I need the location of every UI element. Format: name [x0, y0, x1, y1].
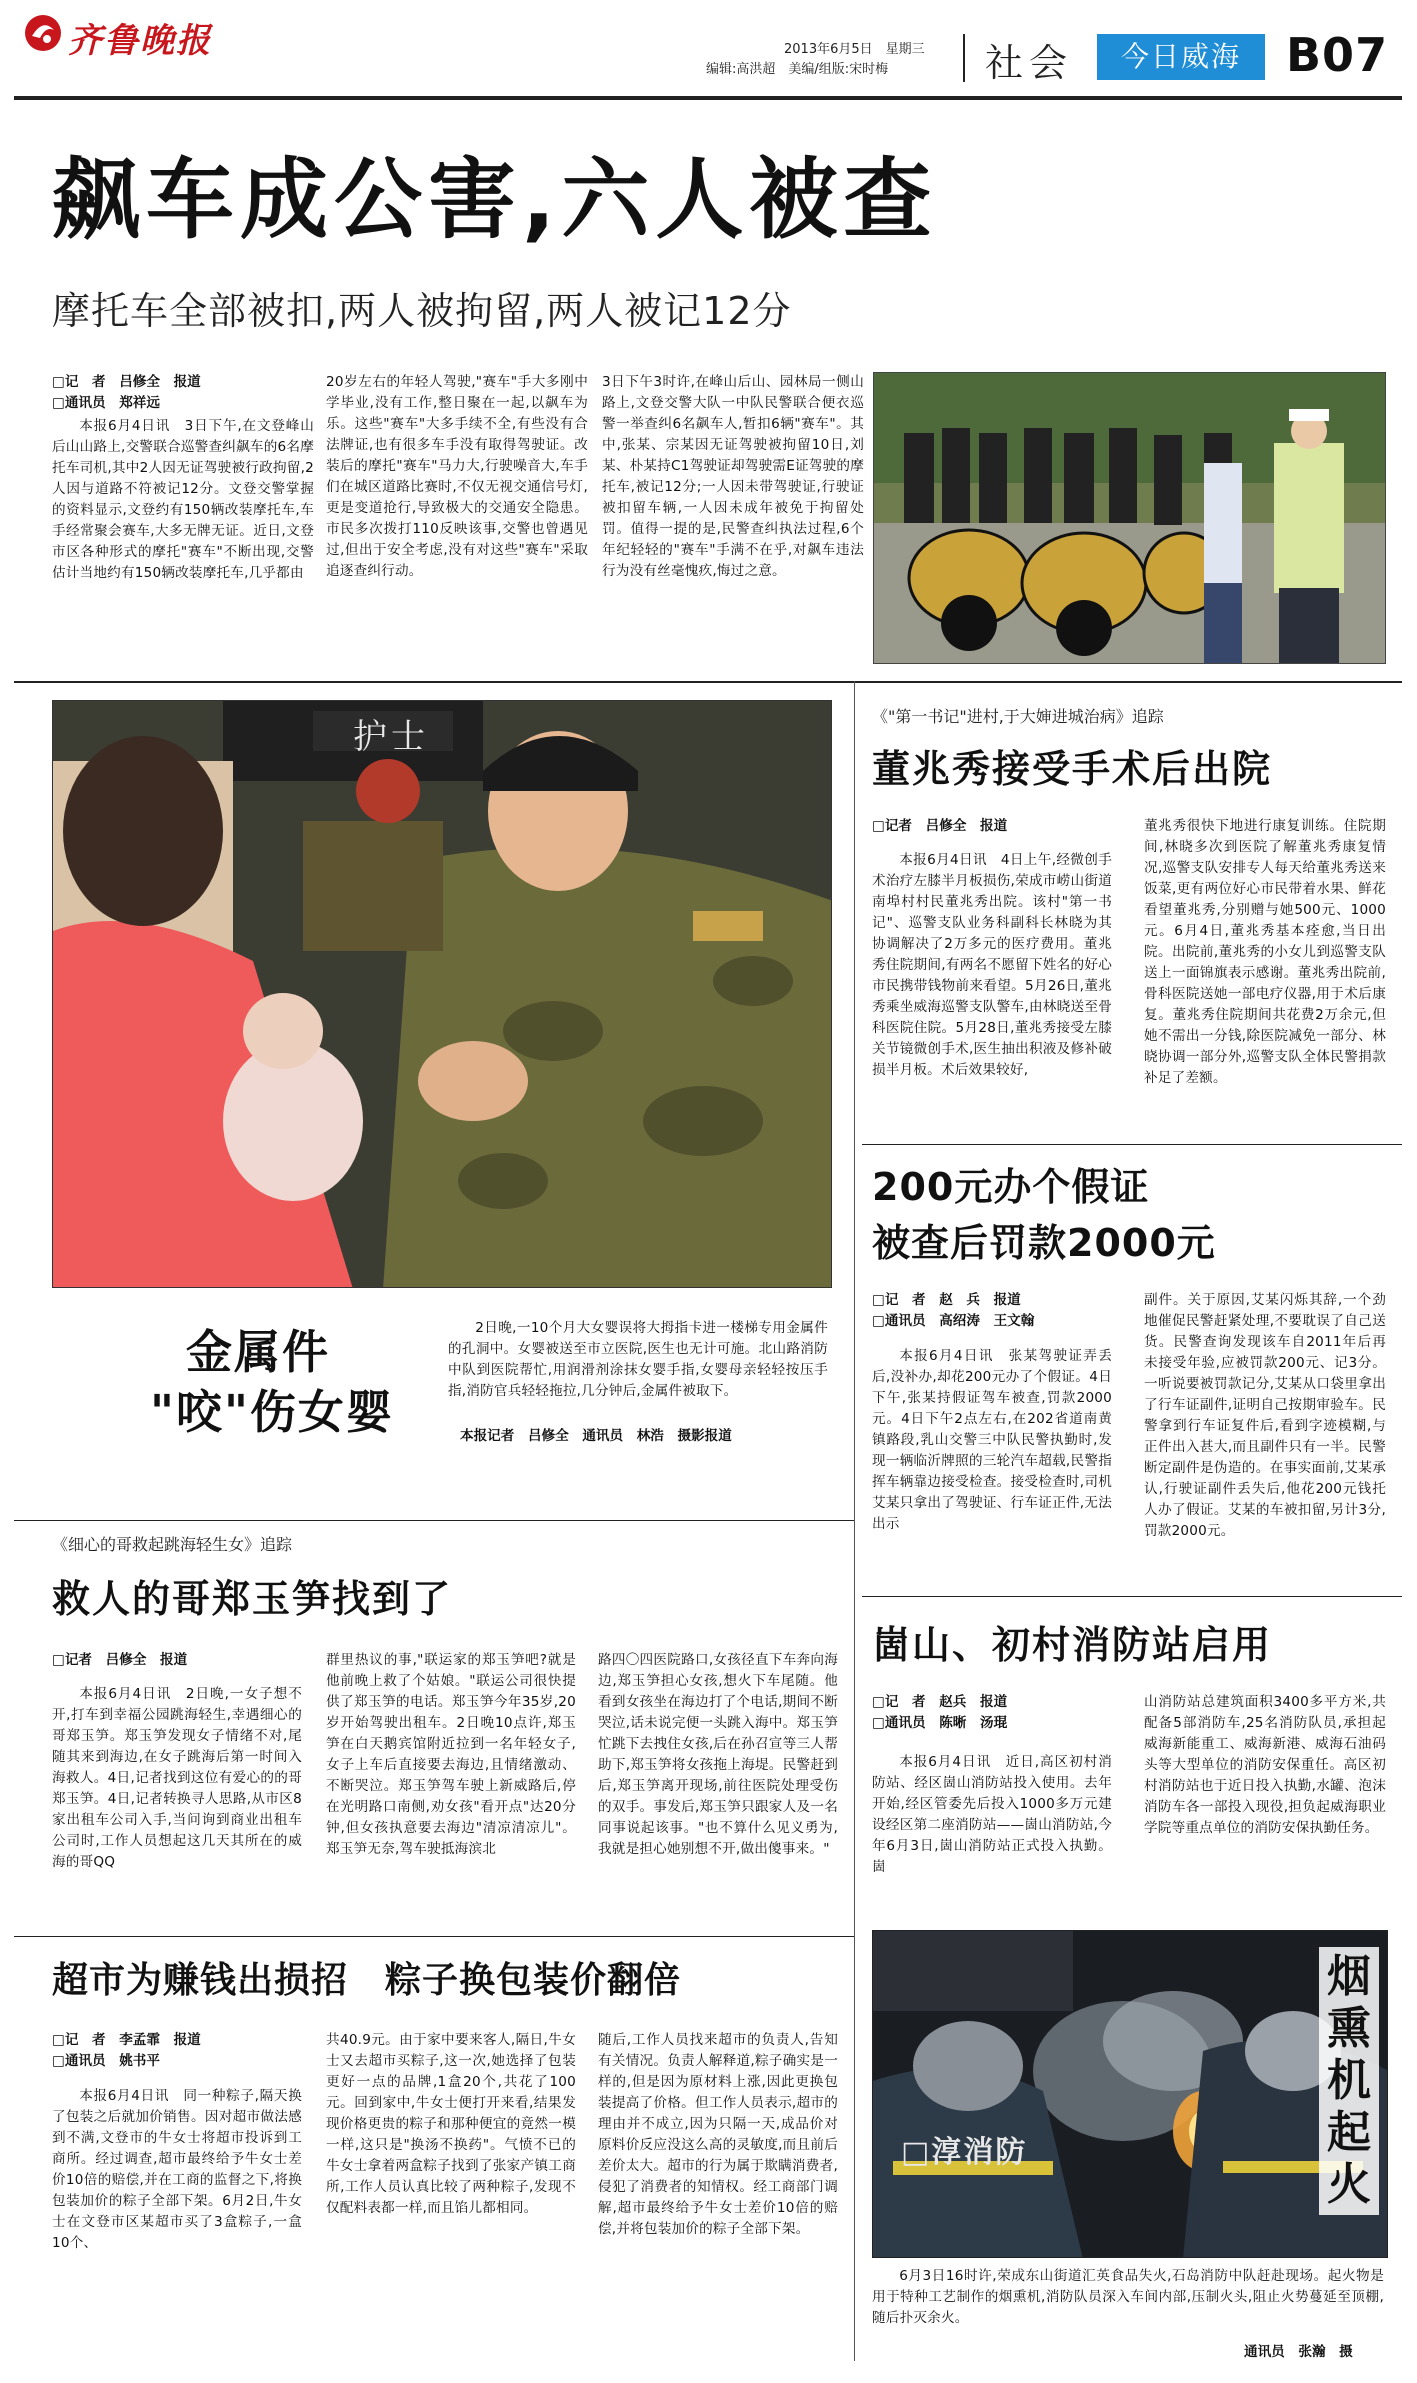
dong-body-col2: 董兆秀很快下地进行康复训练。住院期间,林晓多次到医院了解董兆秀康复情况,巡警支队安排专人每天给董兆秀送来饭菜,更有两位好心市民带着水果、鲜花看望董兆秀,分别赠与她500元、1000元。6月4日,董兆秀基本痊愈,当日出院。出院前,董兆秀的小女儿到巡警支队送上一面锦旗表示感谢。董兆秀出院前,骨科医院送她一部电疗仪器,用于术后康复。董兆秀住院期间共花费2万余元,但她不需出一分钱,除医院减免一部分、林晓协调一部分外,巡警支队全体民警捐款补足了差额。: [1144, 818, 1386, 1086]
rescuer-kicker: 《细心的哥救起跳海轻生女》追踪: [52, 1535, 293, 1554]
edition-name: 今日威海: [1120, 40, 1241, 73]
lead-body-col3: 3日下午3时许,在峰山后山、园林局一侧山路上,文登交警大队一中队民警联合便衣巡警一举查纠6名飙车人,暂扣6辆"赛车"。其中,张某、宗某因无证驾驶被拘留10日,刘某、朴某持C1驾驶证却驾驶需E证驾驶的摩托车,被记12分;一人因未带驾驶证,行驶证被扣留车辆,一人因未成年被免于拘留处罚。值得一提的是,民警查纠执法过程,6个年纪轻轻的"赛车"手满不在乎,对飙车违法行为没有丝毫愧疚,悔过之意。: [602, 374, 864, 579]
masthead-divider: [963, 34, 965, 82]
lead-bottom-rule: [14, 681, 1402, 683]
nurse-sign-text: 护士: [353, 717, 429, 757]
lead-body-col2: 20岁左右的年轻人驾驶,"赛车"手大多刚中学毕业,没有工作,整日聚在一起,以飙车为乐。这些"赛车"大多手续不全,有些没有合法牌证,也有很多车手没有取得驾驶证。改装后的摩托"赛车"马力大,行驶噪音大,车手们在城区道路比赛时,不仅无视交通信号灯,更是变道抢行,导致极大的交通安全隐患。市民多次拨打110反映该事,交警也曾遇见过,但出于安全考虑,没有对这些"赛车"采取追逐查纠行动。: [326, 374, 588, 579]
page-number: B07: [1286, 28, 1389, 82]
rescuer-body-col3: 路四〇四医院路口,女孩径直下车奔向海边,郑玉笋担心女孩,想火下车尾随。他看到女孩坐在海边打了个电话,期间不断哭泣,话未说完便一头跳入海中。郑玉笋忙跳下去拽住女孩,后在孙召宣等三人帮助下,郑玉笋将女孩拖上海堤。民警赶到后,郑玉笋离开现场,前往医院处理受伤的双手。事发后,郑玉笋只跟家人及一名同事说起该事。"也不算什么见义勇为,我就是担心她别想不开,做出傻事来。": [598, 1652, 838, 1857]
lead-body-col1: 本报6月4日讯 3日下午,在文登峰山后山山路上,交警联合巡警查纠飙车的6名摩托车司机,其中2人因无证驾驶被行政拘留,2人因与道路不符被记12分。文登交警掌握的资料显示,文登约有150辆改装摩托车,车手经常聚会赛车,大多无牌无证。近日,文登市区各种形式的摩托"赛车"不断出现,交警估计当地约有150辆改装摩托车,几乎都由: [52, 418, 314, 581]
section-name: 社会: [985, 41, 1074, 85]
dong-byline-reporter: □记者 吕修全 报道: [872, 818, 1008, 834]
fire-station-body-col2: 山消防站总建筑面积3400多平方米,共配备5部消防车,25名消防队员,承担起威海新能重工、威海新港、威海石油码头等大型单位的消防安保重任。高区初村消防站也于近日投入执勤,水罐、泡沫消防车各一部投入现役,担负起威海职业学院等重点单位的消防安保执勤任务。: [1144, 1694, 1386, 1836]
newspaper-logo: [22, 12, 257, 61]
dong-kicker: 《"第一书记"进村,于大婶进城治病》追踪: [872, 707, 1164, 726]
byline-correspondent: □通讯员 郑祥远: [52, 395, 160, 411]
dong-byline: [872, 816, 1132, 837]
fake-byline-reporter: □记 者 赵 兵 报道: [872, 1292, 1021, 1308]
fire-photo-vertical-title: 烟熏机起火: [1319, 1947, 1379, 2215]
rescuer-body-col2: 群里热议的事,"联运家的郑玉笋吧?就是他前晚上救了个姑娘。"联运公司很快提供了郑玉笋的电话。郑玉笋今年35岁,20岁开始驾驶出租车。2日晚10点许,郑玉笋在白天鹅宾馆附近拉到一名年轻女子,女子上车后直接要去海边,且情绪激动、不断哭泣。郑玉笋驾车驶上新威路后,停在光明路口南侧,劝女孩"看开点"达20分钟,但女孩执意要去海边"清凉清凉儿"。郑玉笋无奈,驾车驶抵海滨北: [326, 1652, 576, 1857]
infant-caption-title-line1: 金属件: [186, 1325, 330, 1379]
infant-caption-body: 2日晚,一10个月大女婴误将大拇指卡进一楼梯专用金属件的孔洞中。女婴被送至市立医院,医生也无计可施。北山路消防中队到医院帮忙,用润滑剂涂抹女婴手指,女婴母亲轻轻按压手指,消防官兵轻轻拖拉,几分钟后,金属件被取下。: [448, 1320, 828, 1399]
zongzi-byline-reporter: □记 者 李孟霏 报道: [52, 2032, 201, 2048]
fake-byline-correspondent: □通讯员 高绍涛 王文翰: [872, 1313, 1035, 1329]
infant-bottom-rule: [14, 1520, 854, 1521]
fire-photo-caption: 6月3日16时许,荣成东山街道汇英食品失火,石岛消防中队赶赴现场。起火物是用于特种工艺制作的烟熏机,消防队员深入车间内部,压制火头,阻止火势蔓延至顶棚,随后扑灭余火。: [872, 2268, 1384, 2326]
fire-station-headline: 崮山、初村消防站启用: [872, 1623, 1273, 1667]
fire-station-byline-reporter: □记 者 赵兵 报道: [872, 1694, 1008, 1710]
masthead-rule: [14, 96, 1402, 100]
edition-badge: [1097, 34, 1265, 80]
rescuer-headline: 救人的哥郑玉笋找到了: [52, 1577, 453, 1621]
zongzi-headline: 超市为赚钱出损招 粽子换包装价翻倍: [52, 1960, 682, 2001]
zongzi-byline-correspondent: □通讯员 姚书平: [52, 2053, 160, 2069]
zongzi-body-col1: 本报6月4日讯 同一种粽子,隔天换了包装之后就加价销售。因对超市做法感到不满,文登市的牛女士将超市投诉到工商所。经过调查,超市最终给予牛女士差价10倍的赔偿,并在工商的监督之下,将换包装加价的粽子全部下架。6月2日,牛女士在文登市区某超市买了3盒粽子,一盒10个、: [52, 2088, 302, 2251]
rescuer-byline-reporter: □记者 吕修全 报道: [52, 1652, 188, 1668]
fake-body-col2: 副件。关于原因,艾某闪烁其辞,一个劲地催促民警赶紧处理,不要耽误了自己送货。民警查询发现该车自2011年后再未接受年验,应被罚款200元、记3分。一听说要被罚款记分,艾某从口袋里拿出了行车证副件,证明自己按期审验车。民警拿到行车证复件后,看到字迹模糊,与正件出入甚大,而且副件只有一半。民警断定副件是伪造的。在事实面前,艾某承认,行驶证副件丢失后,他花200元钱托人办了假证。艾某的车被扣留,另计3分,罚款2000元。: [1144, 1292, 1386, 1539]
lead-byline: [52, 372, 312, 414]
infant-caption-credit: 本报记者 吕修全 通讯员 林浩 摄影报道: [460, 1428, 732, 1444]
rescuer-body-col1: 本报6月4日讯 2日晚,一女子想不开,打车到幸福公园跳海轻生,幸遇细心的哥郑玉笋。郑玉笋发现女子情绪不对,尾随其来到海边,在女子跳海后第一时间入海救人。4日,记者找到这位有爱心的的哥郑玉笋。4日,记者转换寻人思路,从市区8家出租车公司入手,当问询到商业出租车公司时,工作人员想起这几天其所在的威海的哥QQ: [52, 1686, 302, 1870]
lead-subhead: 摩托车全部被扣,两人被拘留,两人被记12分: [52, 289, 792, 333]
fire-photo-overlay-text: □淳消防: [901, 2135, 1028, 2170]
zongzi-body-col2: 共40.9元。由于家中要来客人,隔日,牛女士又去超市买粽子,这一次,她选择了包装更好一点的品牌,1盒20个,共花了100元。回到家中,牛女士便打开来看,结果发现价格更贵的粽子和那种便宜的竟然一模一样,这只是"换汤不换药"。气愤不已的牛女士拿着两盒粽子找到了张家产镇工商所,工作人员认真比较了两种粽子,发现不仅配料表都一样,而且馅儿都相同。: [326, 2032, 576, 2216]
lead-headline: 飙车成公害,六人被查: [52, 148, 938, 251]
fire-station-byline-correspondent: □通讯员 陈晰 汤琨: [872, 1715, 1008, 1731]
fake-bottom-rule: [862, 1596, 1402, 1597]
fire-station-byline: [872, 1692, 1132, 1734]
smoker-fire-photo: [872, 1930, 1388, 2258]
dong-body-col1: 本报6月4日讯 4日上午,经微创手术治疗左膝半月板损伤,荣成市崂山街道南埠村村民董兆秀出院。该村"第一书记"、巡警支队业务科副科长林晓为其协调解决了2万多元的医疗费用。董兆秀住院期间,有两名不愿留下姓名的好心市民携带钱物前来看望。5月26日,董兆秀乘坐威海巡警支队警车,由林晓送至骨科医院住院。5月28日,董兆秀接受左膝关节镜微创手术,医生抽出积液及修补破损半月板。术后效果较好,: [872, 852, 1112, 1078]
rescuer-bottom-rule: [14, 1936, 854, 1937]
byline-reporter: □记 者 吕修全 报道: [52, 374, 201, 390]
dong-headline: 董兆秀接受手术后出院: [872, 747, 1273, 791]
masthead: [0, 0, 1417, 95]
logo-emblem-icon: [22, 12, 64, 54]
left-right-divider: [854, 681, 855, 2361]
rescuer-byline: [52, 1650, 312, 1671]
fire-photo-credit: 通讯员 张瀚 摄: [1244, 2344, 1353, 2360]
issue-date: 2013年6月5日 星期三: [784, 42, 925, 57]
zongzi-body-col3: 随后,工作人员找来超市的负责人,告知有关情况。负责人解释道,粽子确实是一样的,但是因为原材料上涨,因此更换包装提高了价格。但工作人员表示,超市的理由并不成立,因为只隔一天,成品价对原料价反应没这么高的灵敏度,而且前后差价太大。超市的行为属于欺瞒消费者,侵犯了消费者的知情权。经工商部门调解,超市最终给予牛女士差价10倍的赔偿,并将包装加价的粽子全部下架。: [598, 2032, 838, 2237]
logo-text: 齐鲁晚报: [68, 21, 212, 61]
fake-headline-line2: 被查后罚款2000元: [872, 1221, 1216, 1265]
zongzi-byline: [52, 2030, 312, 2072]
dong-bottom-rule: [862, 1144, 1402, 1145]
fake-byline: [872, 1290, 1132, 1332]
infant-caption-title-line2: "咬"伤女婴: [150, 1385, 394, 1439]
infant-rescue-photo: [52, 700, 832, 1288]
fire-station-body-col1: 本报6月4日讯 近日,高区初村消防站、经区崮山消防站投入使用。去年开始,经区管委先后投入1000多万元建设经区第二座消防站——崮山消防站,今年6月3日,崮山消防站正式投入执勤。崮: [872, 1754, 1112, 1875]
fake-body-col1: 本报6月4日讯 张某驾驶证弄丢后,没补办,却花200元办了个假证。4日下午,张某持假证驾车被查,罚款2000元。4日下午2点左右,在202省道南黄镇路段,乳山交警三中队民警执勤时,发现一辆临沂牌照的三轮汽车超载,民警指挥车辆靠边接受检查。接受检查时,司机艾某只拿出了驾驶证、行车证正件,无法出示: [872, 1348, 1112, 1532]
lead-photo-motorcycles: [873, 372, 1386, 664]
issue-editors: 编辑:高洪超 美编/组版:宋时梅: [706, 62, 889, 77]
fake-headline-line1: 200元办个假证: [872, 1165, 1150, 1209]
